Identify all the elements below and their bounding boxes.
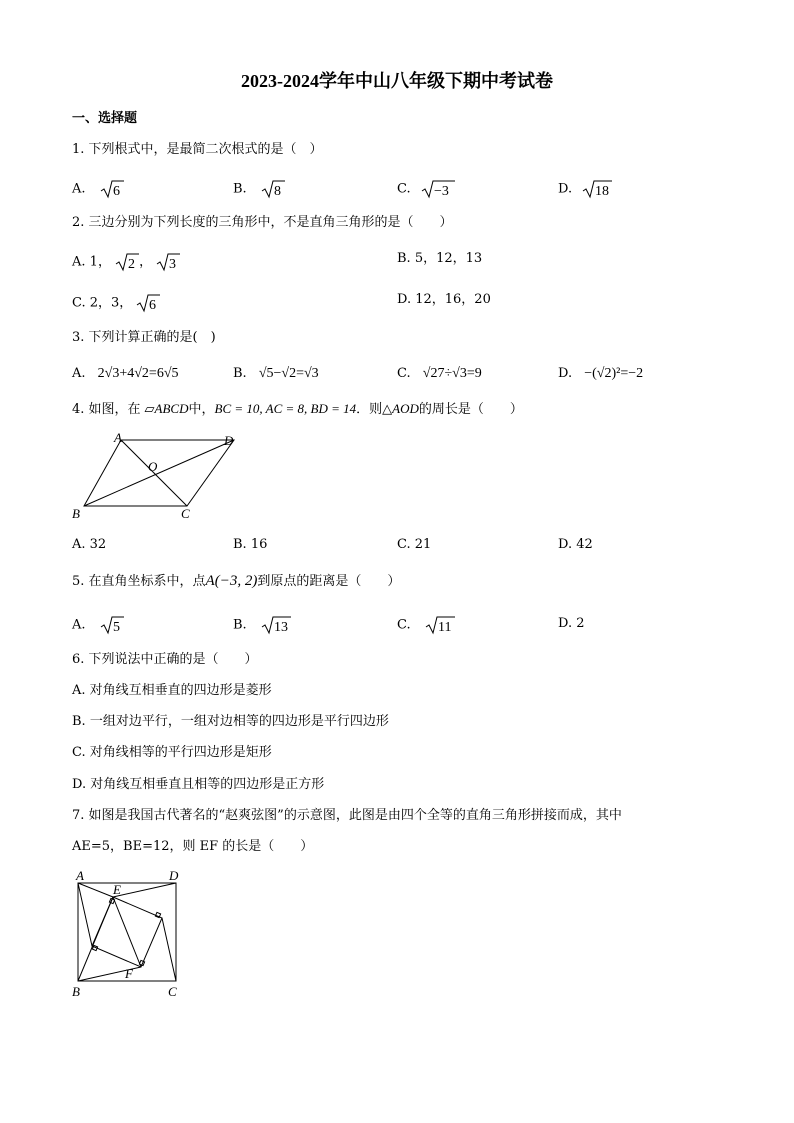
svg-text:13: 13 (273, 620, 288, 635)
option-label: D. (558, 616, 573, 631)
q3-option-b[interactable] (233, 367, 319, 381)
q5-option-a[interactable] (72, 615, 124, 635)
q4-option-d[interactable]: D. 42 (558, 537, 593, 552)
q4-option-c[interactable]: C. 21 (397, 537, 432, 552)
sqrt-expression (156, 252, 180, 272)
sqrt-expression (115, 252, 139, 272)
triangle-side (113, 883, 176, 897)
q1-option-a[interactable] (72, 179, 124, 199)
option-label: C. (397, 366, 411, 381)
svg-text:6: 6 (149, 298, 157, 313)
q7-stem-line1: 7. 如图是我国古代著名的“赵爽弦图”的示意图，此图是由四个全等的直角三角形拼接而成，其中 (72, 808, 622, 823)
vertex-label-d: D (224, 433, 234, 448)
q3-option-a[interactable] (72, 367, 179, 381)
option-label: D. (558, 181, 573, 197)
q5-option-b[interactable] (233, 615, 291, 635)
option-label: B. (233, 181, 247, 197)
sqrt-expression (261, 179, 285, 199)
math-expression: −(√2)²=−2 (584, 366, 644, 381)
option-value: 2 (576, 616, 585, 631)
right-angle-mark (92, 945, 97, 950)
stem-text: 中， (188, 402, 215, 417)
option-label: B. (233, 617, 247, 633)
q5-option-d[interactable] (558, 617, 585, 630)
q5-stem (72, 574, 400, 589)
q2-option-b[interactable]: B. 5，12，13 (397, 251, 483, 266)
option-label: A. (72, 254, 86, 270)
section-heading: 一、选择题 (72, 111, 138, 126)
stem-text: 到原点的距离是（ ） (257, 574, 401, 589)
q2-stem: 2. 三边分别为下列长度的三角形中，不是直角三角形的是（ ） (72, 215, 453, 230)
q3-option-d[interactable] (558, 367, 643, 381)
vertex-label-b: B (72, 506, 80, 521)
vertex-label-a: A (76, 868, 84, 883)
page-title: 2023-2024学年中山八年级下期中考试卷 (241, 71, 553, 91)
svg-text:2: 2 (128, 257, 136, 272)
triangle-name: △AOD (382, 401, 419, 416)
q7-stem-line2: AE=5，BE=12，则 EF 的长是（ ） (72, 839, 314, 854)
q6-option-d[interactable]: D. 对角线互相垂直且相等的四边形是正方形 (72, 777, 325, 792)
stem-text: 5. 在直角坐标系中，点 (72, 574, 206, 589)
point-coordinates: A(−3, 2) (205, 573, 258, 589)
center-label-o: O (148, 459, 158, 474)
vertex-label-e: E (113, 882, 121, 897)
radical-sign-icon (582, 179, 612, 199)
option-label: C. (72, 295, 86, 311)
q6-option-c[interactable]: C. 对角线相等的平行四边形是矩形 (72, 745, 272, 760)
svg-text:6: 6 (112, 184, 120, 199)
svg-text:11: 11 (437, 620, 452, 635)
radical-sign-icon (136, 293, 160, 313)
q3-option-c[interactable] (397, 367, 482, 381)
diagonal-bd (84, 440, 234, 506)
parallelogram-name: ABCD (154, 401, 189, 416)
radical-sign-icon (421, 179, 455, 199)
svg-text:8: 8 (273, 184, 281, 199)
sqrt-expression (100, 615, 124, 635)
sqrt-expression (261, 615, 291, 635)
option-label: A. (72, 617, 86, 633)
parallelogram-figure (66, 428, 246, 524)
math-expression: 2√3+4√2=6√5 (97, 366, 179, 381)
parallelogram-symbol: ▱ (144, 401, 155, 416)
svg-text:18: 18 (595, 184, 610, 199)
vertex-label-a: A (114, 430, 122, 445)
radical-sign-icon (100, 179, 124, 199)
radical-sign-icon (261, 179, 285, 199)
right-angle-mark (155, 912, 160, 917)
right-angle-mark (109, 898, 114, 903)
stem-text: 的周长是（ ） (418, 402, 523, 417)
right-angle-mark (139, 960, 144, 965)
radical-sign-icon (115, 252, 139, 272)
q6-stem: 6. 下列说法中正确的是（ ） (72, 652, 258, 667)
given-values: BC = 10, AC = 8, BD = 14 (214, 401, 357, 416)
zhao-shuang-diagram (68, 866, 188, 1002)
stem-text: 4. 如图，在 (72, 402, 141, 417)
vertex-label-f: F (125, 966, 133, 981)
option-text: 1， (89, 254, 111, 270)
q1-option-b[interactable] (233, 179, 285, 199)
sqrt-expression (136, 293, 160, 313)
radical-sign-icon (425, 615, 455, 635)
svg-text:5: 5 (112, 620, 120, 635)
q4-stem (72, 402, 523, 416)
q1-stem: 1. 下列根式中，是最简二次根式的是（ ） (72, 142, 323, 157)
option-label: A. (72, 181, 86, 197)
option-label: B. (233, 366, 247, 381)
vertex-label-c: C (168, 984, 177, 999)
option-text: 2，3， (89, 295, 133, 311)
q3-stem: 3. 下列计算正确的是( ) (72, 330, 216, 345)
q6-option-a[interactable]: A. 对角线互相垂直的四边形是菱形 (72, 683, 272, 698)
svg-text:−3: −3 (433, 184, 449, 199)
math-expression: √27÷√3=9 (422, 366, 482, 381)
option-label: C. (397, 617, 411, 633)
radical-sign-icon (100, 615, 124, 635)
separator: ， (139, 254, 153, 270)
stem-text: ．则 (356, 402, 383, 417)
option-label: D. (558, 366, 573, 381)
triangle-side (78, 883, 92, 946)
q6-option-b[interactable]: B. 一组对边平行，一组对边相等的四边形是平行四边形 (72, 714, 389, 729)
vertex-label-b: B (72, 984, 80, 999)
sqrt-expression (421, 179, 455, 199)
svg-text:3: 3 (169, 257, 177, 272)
line-eb (78, 897, 113, 981)
sqrt-expression (425, 615, 455, 635)
radical-sign-icon (156, 252, 180, 272)
q1-option-c[interactable] (397, 179, 455, 199)
option-label: C. (397, 181, 411, 197)
q4-option-a[interactable]: A. 32 (72, 537, 107, 552)
q2-option-d[interactable]: D. 12，16，20 (397, 292, 491, 307)
q2-option-a[interactable] (72, 252, 180, 272)
q5-option-c[interactable] (397, 615, 455, 635)
triangle-side (162, 918, 176, 981)
q1-option-d[interactable] (558, 179, 612, 199)
radical-sign-icon (261, 615, 291, 635)
sqrt-expression (100, 179, 124, 199)
q4-option-b[interactable]: B. 16 (233, 537, 268, 552)
vertex-label-c: C (181, 506, 190, 521)
line-ae (78, 883, 113, 897)
sqrt-expression (582, 179, 612, 199)
vertex-label-d: D (169, 868, 179, 883)
math-expression: √5−√2=√3 (258, 366, 319, 381)
option-label: A. (72, 366, 86, 381)
q2-option-c[interactable] (72, 293, 160, 313)
